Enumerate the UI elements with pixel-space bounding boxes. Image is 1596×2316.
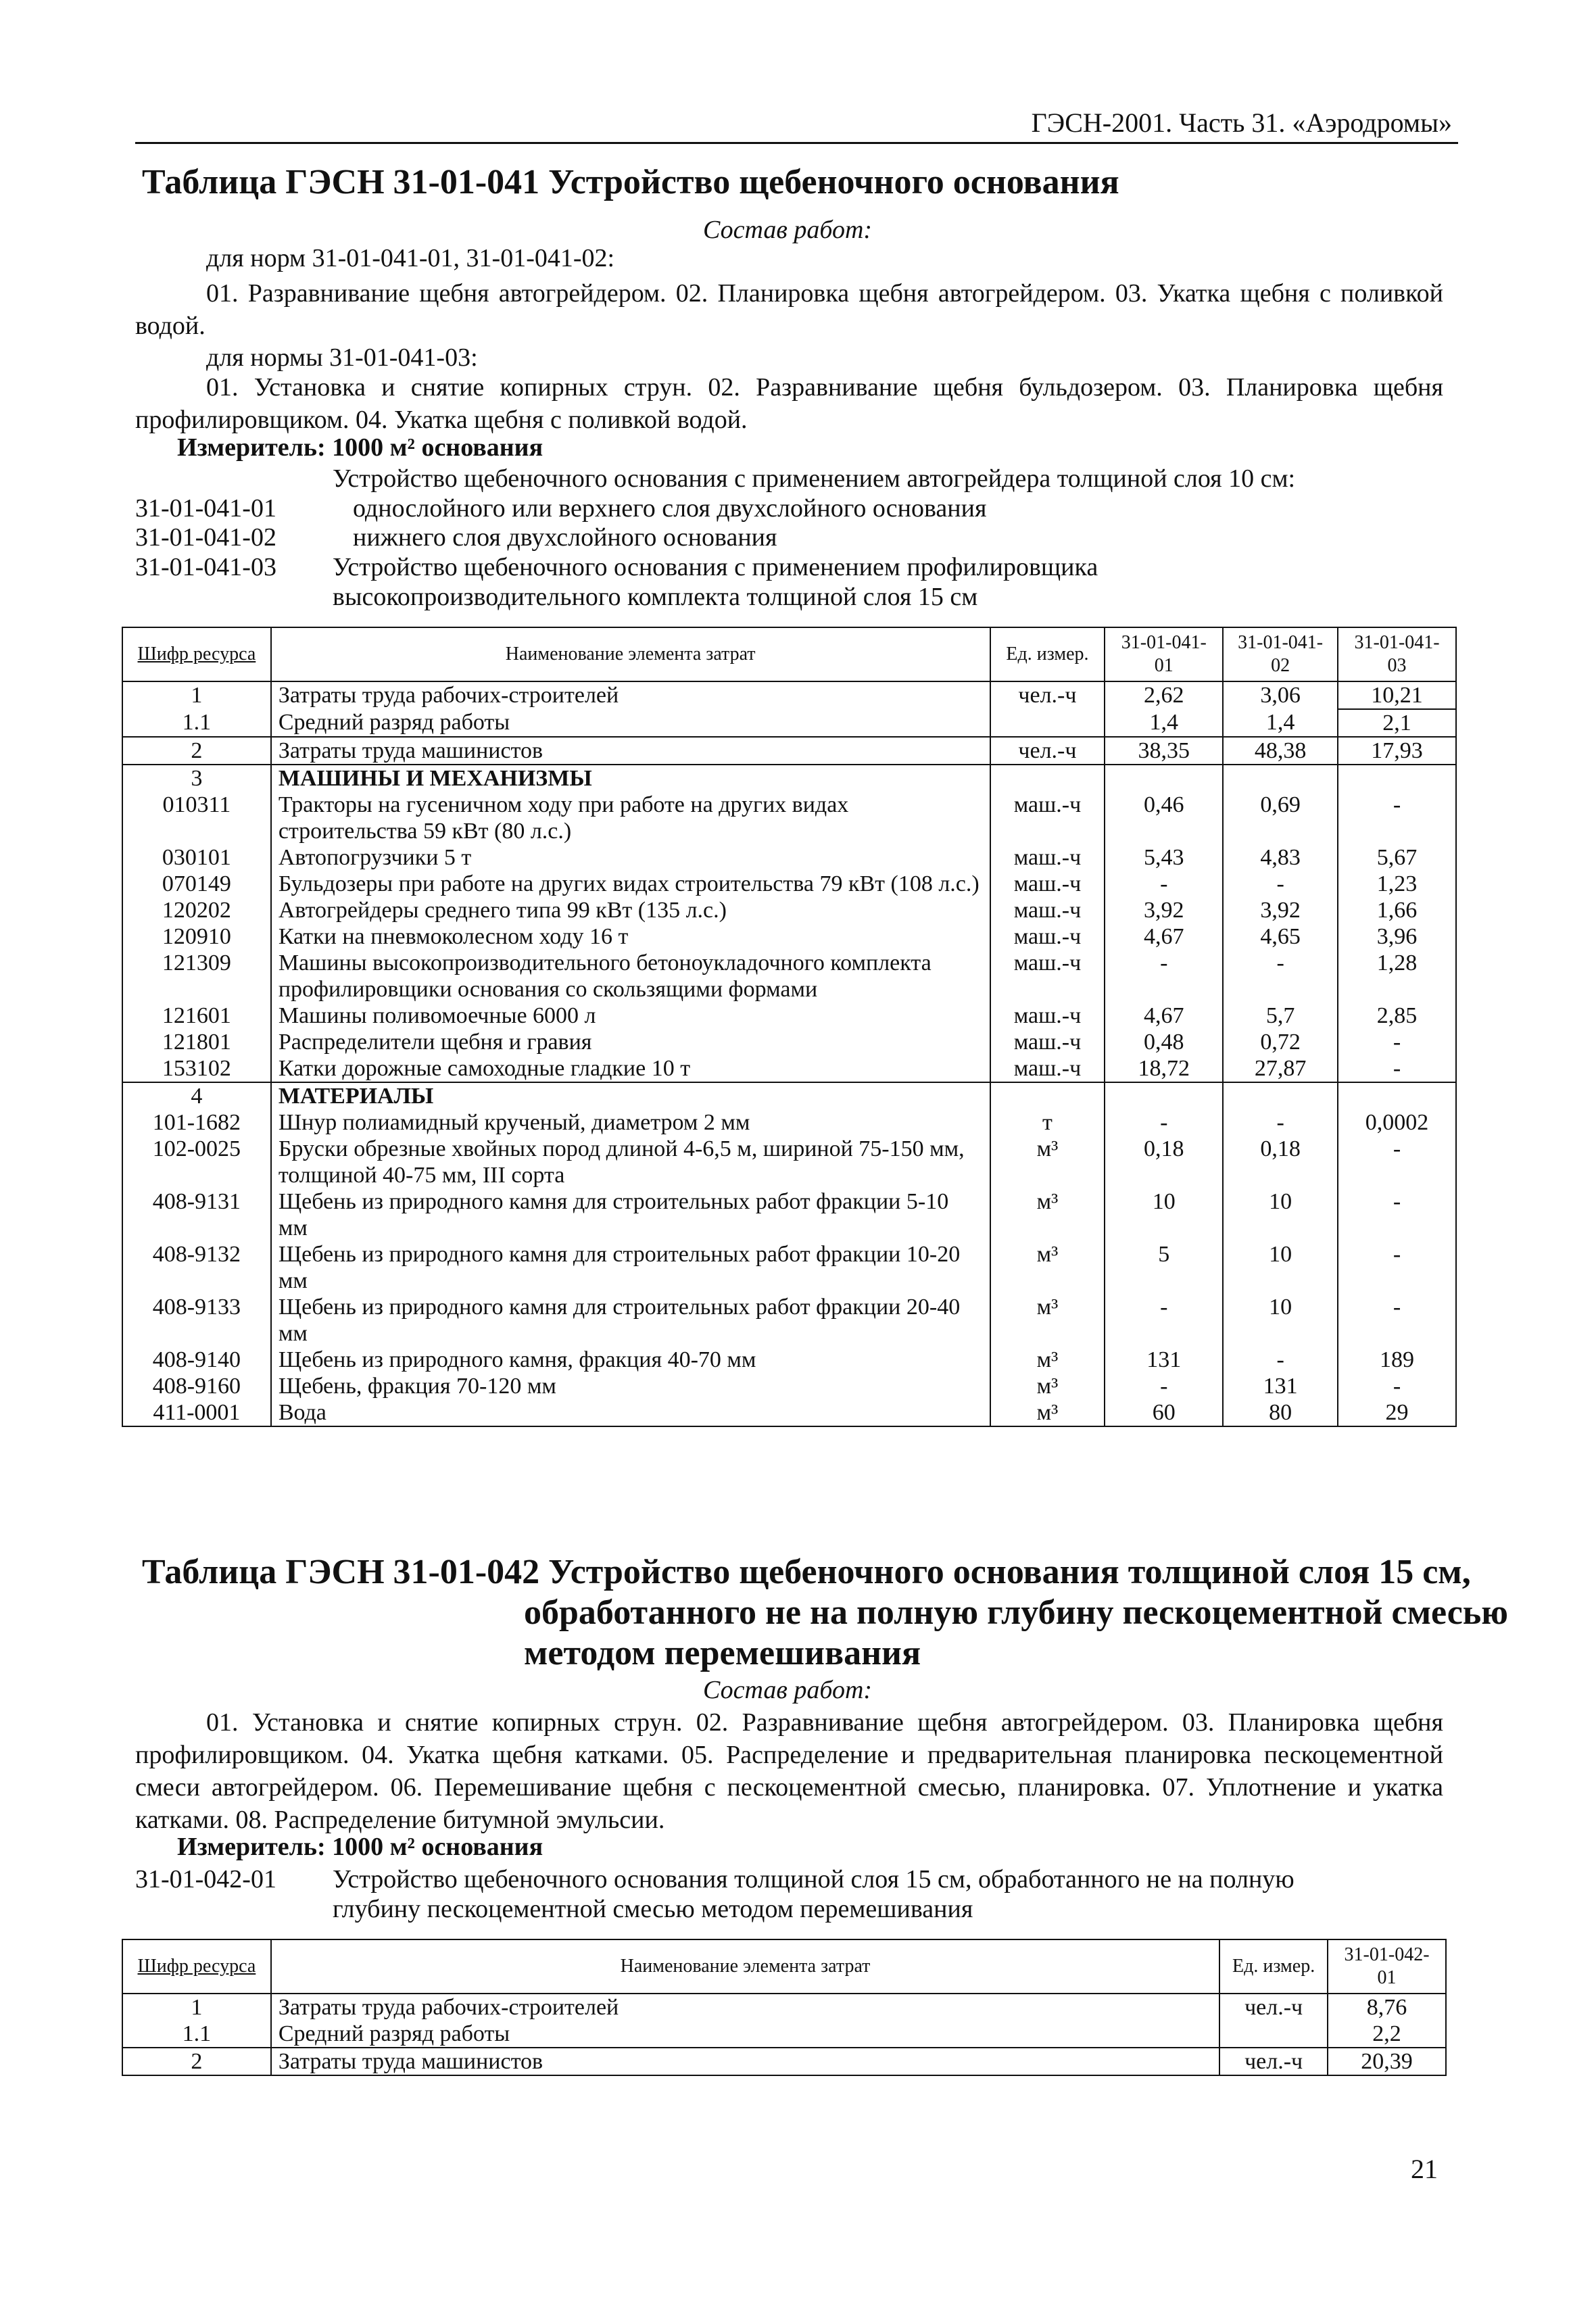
cell-value: - [1338, 1294, 1456, 1347]
col-header-norm-1: 31-01-041-01 [1105, 627, 1223, 681]
cell-code: 2 [122, 2048, 271, 2075]
table-row [122, 923, 1456, 950]
table-row [122, 681, 1456, 709]
norm-text: Устройство щебеночного основания с применением профилировщика высокопроизводительного комплекта толщиной слоя 15 см [333, 553, 1098, 611]
cell-unit: чел.-ч [1219, 1994, 1328, 2021]
works-a: 01. Разравнивание щебня автогрейдером. 02. Планировка щебня автогрейдером. 03. Укатка щебня с поливкой водой. [135, 279, 1443, 340]
table-row [122, 950, 1456, 1003]
cell-code: 030101 [122, 844, 271, 871]
cell-unit: чел.-ч [990, 737, 1105, 765]
cell-value: 2,62 [1105, 681, 1223, 709]
cell-unit: м³ [990, 1136, 1105, 1188]
cell-code: 1 [122, 1994, 271, 2021]
norm-text: однослойного или верхнего слоя двухслойного основания [353, 494, 987, 523]
header-rule [135, 142, 1458, 144]
cell-code: 121801 [122, 1029, 271, 1055]
cell-value: 48,38 [1223, 737, 1338, 765]
cell-unit: м³ [990, 1188, 1105, 1241]
table-row [122, 871, 1456, 897]
cell-name: Средний разряд работы [271, 2021, 1219, 2048]
norm-code: 31-01-041-03 [135, 553, 276, 581]
cell-value: 38,35 [1105, 737, 1223, 765]
cell-name: Бруски обрезные хвойных пород длиной 4-6,5 м, шириной 75-150 мм, толщиной 40-75 мм, III сорта [271, 1136, 990, 1188]
cell-unit: маш.-ч [990, 1055, 1105, 1082]
cell-value: - [1223, 950, 1338, 1003]
cell-value: 3,96 [1338, 923, 1456, 950]
cell-value: - [1105, 1373, 1223, 1399]
table-row [122, 1373, 1456, 1399]
norms-intro: Устройство щебеночного основания с применением автогрейдера толщиной слоя 10 см: [333, 464, 1296, 493]
cell-value: 5,7 [1223, 1003, 1338, 1029]
cell-value: - [1338, 1055, 1456, 1082]
cell-value: 80 [1223, 1399, 1338, 1426]
cell-value: 131 [1223, 1373, 1338, 1399]
cell-name: Затраты труда рабочих-строителей [271, 681, 990, 709]
cell-code: 4 [122, 1082, 271, 1109]
cell-name: Шнур полиамидный крученый, диаметром 2 мм [271, 1109, 990, 1136]
cell-code: 102-0025 [122, 1136, 271, 1188]
cell-unit: чел.-ч [1219, 2048, 1328, 2075]
norms-label-b: для нормы 31-01-041-03: [206, 343, 478, 372]
col-header-name: Наименование элемента затрат [271, 627, 990, 681]
table-row [122, 844, 1456, 871]
cell-name: Катки на пневмоколесном ходу 16 т [271, 923, 990, 950]
table-row [122, 1082, 1456, 1109]
cell-value: - [1223, 1347, 1338, 1373]
cell-unit: маш.-ч [990, 897, 1105, 923]
table-row [122, 1029, 1456, 1055]
cell-value: - [1338, 792, 1456, 844]
table-041-title: Таблица ГЭСН 31-01-041 Устройство щебеночного основания [142, 163, 1119, 201]
cell-value: - [1223, 1109, 1338, 1136]
cell-name: Автогрейдеры среднего типа 99 кВт (135 л.с.) [271, 897, 990, 923]
table-header-row [122, 1939, 1446, 1994]
cell-name: Щебень из природного камня для строительных работ фракции 5-10 мм [271, 1188, 990, 1241]
cell-value: 2,2 [1328, 2021, 1446, 2048]
cell-value: 3,92 [1105, 897, 1223, 923]
norm-code: 31-01-042-01 [135, 1865, 276, 1893]
table-row [122, 1109, 1456, 1136]
norm-text: нижнего слоя двухслойного основания [353, 523, 777, 552]
cell-code: 120910 [122, 923, 271, 950]
cell-unit: маш.-ч [990, 844, 1105, 871]
cell-value: 5,67 [1338, 844, 1456, 871]
cell-unit: м³ [990, 1294, 1105, 1347]
cell-code: 153102 [122, 1055, 271, 1082]
cell-unit: чел.-ч [990, 681, 1105, 709]
cell-code: 1.1 [122, 709, 271, 737]
cell-name: Автопогрузчики 5 т [271, 844, 990, 871]
cell-code: 101-1682 [122, 1109, 271, 1136]
table-row [122, 1347, 1456, 1373]
cell-value: - [1338, 1373, 1456, 1399]
cell-value: 8,76 [1328, 1994, 1446, 2021]
table-row [122, 1136, 1456, 1188]
cell-code: 1.1 [122, 2021, 271, 2048]
table-row [122, 897, 1456, 923]
cell-name: Затраты труда рабочих-строителей [271, 1994, 1219, 2021]
cell-value: 2,85 [1338, 1003, 1456, 1029]
cell-code: 3 [122, 765, 271, 792]
cell-unit: м³ [990, 1399, 1105, 1426]
cell-value: - [1338, 1241, 1456, 1294]
table-042-title-line-2: обработанного не на полную глубину пескоцементной смесью [524, 1593, 1509, 1632]
cell-value: 189 [1338, 1347, 1456, 1373]
cell-value: 10 [1223, 1188, 1338, 1241]
table-row [122, 792, 1456, 844]
cell-value: 20,39 [1328, 2048, 1446, 2075]
cell-value: 0,46 [1105, 792, 1223, 844]
cell-value: - [1105, 871, 1223, 897]
section-heading-materials: МАТЕРИАЛЫ [271, 1082, 990, 1109]
cell-code: 408-9160 [122, 1373, 271, 1399]
cell-value: 10,21 [1338, 681, 1456, 709]
composition-label-2: Состав работ: [703, 1676, 873, 1704]
cell-value: 1,66 [1338, 897, 1456, 923]
norm-code: 31-01-041-02 [135, 523, 276, 552]
cell-name: Машины поливомоечные 6000 л [271, 1003, 990, 1029]
works-b: 01. Установка и снятие копирных струн. 02. Разравнивание щебня бульдозером. 03. Планировка щебня профилировщиком. 04. Укатка щебня с поливкой водой. [135, 373, 1443, 434]
cell-name: Тракторы на гусеничном ходу при работе на других видах строительства 59 кВт (80 л.с.) [271, 792, 990, 844]
cell-unit: м³ [990, 1373, 1105, 1399]
col-header-unit: Ед. измер. [990, 627, 1105, 681]
cell-name: Затраты труда машинистов [271, 2048, 1219, 2075]
cell-value: 0,18 [1105, 1136, 1223, 1188]
cell-unit: маш.-ч [990, 1003, 1105, 1029]
cell-code: 411-0001 [122, 1399, 271, 1426]
norm-text: Устройство щебеночного основания толщиной слоя 15 см, обработанного не на полную глубину пескоцементной смесью методом перемешивания [333, 1865, 1295, 1923]
cell-value: 10 [1223, 1294, 1338, 1347]
cell-code: 408-9140 [122, 1347, 271, 1373]
cell-code: 121601 [122, 1003, 271, 1029]
cell-code: 121309 [122, 950, 271, 1003]
cell-value: 0,0002 [1338, 1109, 1456, 1136]
cell-unit: маш.-ч [990, 923, 1105, 950]
cell-value: 17,93 [1338, 737, 1456, 765]
cell-code: 408-9132 [122, 1241, 271, 1294]
cell-code: 2 [122, 737, 271, 765]
cell-unit: м³ [990, 1347, 1105, 1373]
col-header-unit: Ед. измер. [1219, 1939, 1328, 1994]
cell-value: - [1338, 1029, 1456, 1055]
cell-code: 1 [122, 681, 271, 709]
cell-value: 10 [1105, 1188, 1223, 1241]
cell-code: 408-9131 [122, 1188, 271, 1241]
cell-value: 131 [1105, 1347, 1223, 1373]
cell-unit [990, 709, 1105, 737]
table-row [122, 1294, 1456, 1347]
cell-value: 3,92 [1223, 897, 1338, 923]
cell-name: Щебень, фракция 70-120 мм [271, 1373, 990, 1399]
cell-value: 5,43 [1105, 844, 1223, 871]
cell-value: 27,87 [1223, 1055, 1338, 1082]
cell-value: 4,65 [1223, 923, 1338, 950]
col-header-code: Шифр ресурса [122, 627, 271, 681]
cell-value: - [1105, 1294, 1223, 1347]
resource-table-042 [122, 1939, 1447, 2076]
page-number: 21 [1411, 2154, 1438, 2184]
cell-name: Распределители щебня и гравия [271, 1029, 990, 1055]
cell-unit: маш.-ч [990, 792, 1105, 844]
running-header: ГЭСН-2001. Часть 31. «Аэродромы» [1031, 107, 1452, 138]
table-row [122, 1399, 1456, 1426]
cell-name: Затраты труда машинистов [271, 737, 990, 765]
cell-value: 4,83 [1223, 844, 1338, 871]
resource-table-041 [122, 627, 1457, 1427]
col-header-code: Шифр ресурса [122, 1939, 271, 1994]
cell-unit: маш.-ч [990, 1029, 1105, 1055]
table-row [122, 1241, 1456, 1294]
table-row [122, 1055, 1456, 1082]
cell-value: 1,28 [1338, 950, 1456, 1003]
cell-value: 5 [1105, 1241, 1223, 1294]
table-042-title-line-1: Таблица ГЭСН 31-01-042 Устройство щебеночного основания толщиной слоя 15 см, [142, 1553, 1471, 1591]
cell-value: 4,67 [1105, 923, 1223, 950]
works-2: 01. Установка и снятие копирных струн. 02. Разравнивание щебня автогрейдером. 03. Планировка щебня профилировщиком. 04. Укатка щебня катками. 05. Распределение и предварительная планировка пескоцементной смеси автогрейдером. 06. Перемешивание щебня с пескоцементной смесью, планировка. 07. Уплотнение и укатка катками. 08. Распределение битумной эмульсии. [135, 1708, 1443, 1834]
cell-value: 0,48 [1105, 1029, 1223, 1055]
cell-name: Средний разряд работы [271, 709, 990, 737]
col-header-norm-3: 31-01-041-03 [1338, 627, 1456, 681]
table-row [122, 709, 1456, 737]
composition-label: Состав работ: [703, 216, 873, 244]
cell-value: 29 [1338, 1399, 1456, 1426]
table-row [122, 1188, 1456, 1241]
table-042-title-line-3: методом перемешивания [524, 1634, 921, 1672]
cell-value: - [1338, 1136, 1456, 1188]
cell-value: 3,06 [1223, 681, 1338, 709]
cell-value: 0,69 [1223, 792, 1338, 844]
cell-unit [1219, 2021, 1328, 2048]
norms-label-a: для норм 31-01-041-01, 31-01-041-02: [206, 244, 615, 272]
col-header-name: Наименование элемента затрат [271, 1939, 1219, 1994]
cell-code: 120202 [122, 897, 271, 923]
table-row [122, 2048, 1446, 2075]
meter-label: Измеритель: 1000 м² основания [177, 433, 543, 462]
cell-value: 1,4 [1223, 709, 1338, 737]
table-header-row [122, 627, 1456, 681]
cell-unit: маш.-ч [990, 950, 1105, 1003]
cell-name: Бульдозеры при работе на других видах строительства 79 кВт (108 л.с.) [271, 871, 990, 897]
col-header-norm-1: 31-01-042-01 [1328, 1939, 1446, 1994]
cell-value: 2,1 [1338, 709, 1456, 737]
cell-value: - [1338, 1188, 1456, 1241]
cell-name: Щебень из природного камня, фракция 40-70 мм [271, 1347, 990, 1373]
section-heading-machines: МАШИНЫ И МЕХАНИЗМЫ [271, 765, 990, 792]
cell-value: 4,67 [1105, 1003, 1223, 1029]
cell-value: 10 [1223, 1241, 1338, 1294]
cell-name: Вода [271, 1399, 990, 1426]
table-row [122, 1003, 1456, 1029]
cell-value: 1,4 [1105, 709, 1223, 737]
col-header-norm-2: 31-01-041-02 [1223, 627, 1338, 681]
meter-label-2: Измеритель: 1000 м² основания [177, 1833, 543, 1861]
cell-value: - [1223, 871, 1338, 897]
cell-code: 070149 [122, 871, 271, 897]
cell-value: 0,72 [1223, 1029, 1338, 1055]
cell-unit: маш.-ч [990, 871, 1105, 897]
cell-value: 18,72 [1105, 1055, 1223, 1082]
cell-name: Машины высокопроизводительного бетоноукладочного комплекта профилировщики основания со скользящими формами [271, 950, 990, 1003]
table-row [122, 737, 1456, 765]
cell-code: 010311 [122, 792, 271, 844]
cell-unit: т [990, 1109, 1105, 1136]
norm-code: 31-01-041-01 [135, 494, 276, 523]
cell-value: 1,23 [1338, 871, 1456, 897]
cell-name: Щебень из природного камня для строительных работ фракции 20-40 мм [271, 1294, 990, 1347]
table-row [122, 765, 1456, 792]
table-row [122, 1994, 1446, 2021]
cell-value: - [1105, 950, 1223, 1003]
table-row [122, 2021, 1446, 2048]
cell-unit: м³ [990, 1241, 1105, 1294]
cell-value: 60 [1105, 1399, 1223, 1426]
cell-value: 0,18 [1223, 1136, 1338, 1188]
cell-name: Щебень из природного камня для строительных работ фракции 10-20 мм [271, 1241, 990, 1294]
cell-value: - [1105, 1109, 1223, 1136]
cell-code: 408-9133 [122, 1294, 271, 1347]
cell-name: Катки дорожные самоходные гладкие 10 т [271, 1055, 990, 1082]
